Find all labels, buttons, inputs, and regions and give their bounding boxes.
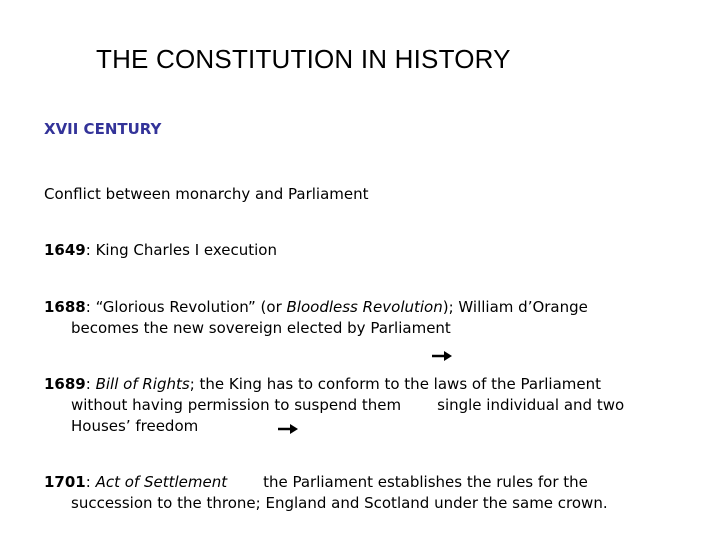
entry-line <box>44 375 601 393</box>
entry-text: ); William d’Orange <box>442 298 588 316</box>
entry-line <box>44 395 624 416</box>
entry-text: : King Charles I execution <box>85 241 277 259</box>
entry-1701 <box>44 472 608 514</box>
entry-italic-text: Bloodless Revolution <box>286 298 443 316</box>
entry-1688 <box>44 297 588 339</box>
entry-1689 <box>44 374 624 437</box>
entry-text: : “Glorious Revolution” (or <box>85 298 287 316</box>
entry-text: without having permission to suspend them <box>71 396 402 414</box>
entry-year: 1688 <box>44 298 86 316</box>
page-title: THE CONSTITUTION IN HISTORY <box>96 44 511 74</box>
entry-line <box>44 298 588 316</box>
entry-text: : <box>85 473 96 491</box>
section-subtitle: XVII CENTURY <box>44 120 162 138</box>
entry-text: single individual and two <box>437 396 625 414</box>
right-arrow-icon <box>432 351 452 361</box>
entry-italic-text: Act of Settlement <box>95 473 228 491</box>
entry-line: succession to the throne; England and Scotland under the same crown. <box>71 494 608 512</box>
entry-year: 1649 <box>44 241 86 259</box>
entry-italic-text: Bill of Rights <box>95 375 190 393</box>
entry-line: Houses’ freedom <box>71 417 199 435</box>
entry-1649 <box>44 240 277 261</box>
entry-year: 1701 <box>44 473 86 491</box>
entry-line <box>44 473 588 491</box>
entry-year: 1689 <box>44 375 86 393</box>
intro-text: Conflict between monarchy and Parliament <box>44 185 369 203</box>
entry-text: : <box>85 375 96 393</box>
intro-paragraph <box>44 184 369 205</box>
right-arrow-icon <box>278 424 298 434</box>
entry-text: the Parliament establishes the rules for the <box>263 473 588 491</box>
entry-text: ; the King has to conform to the laws of the Parliament <box>189 375 601 393</box>
entry-line: becomes the new sovereign elected by Parliament <box>71 319 451 337</box>
